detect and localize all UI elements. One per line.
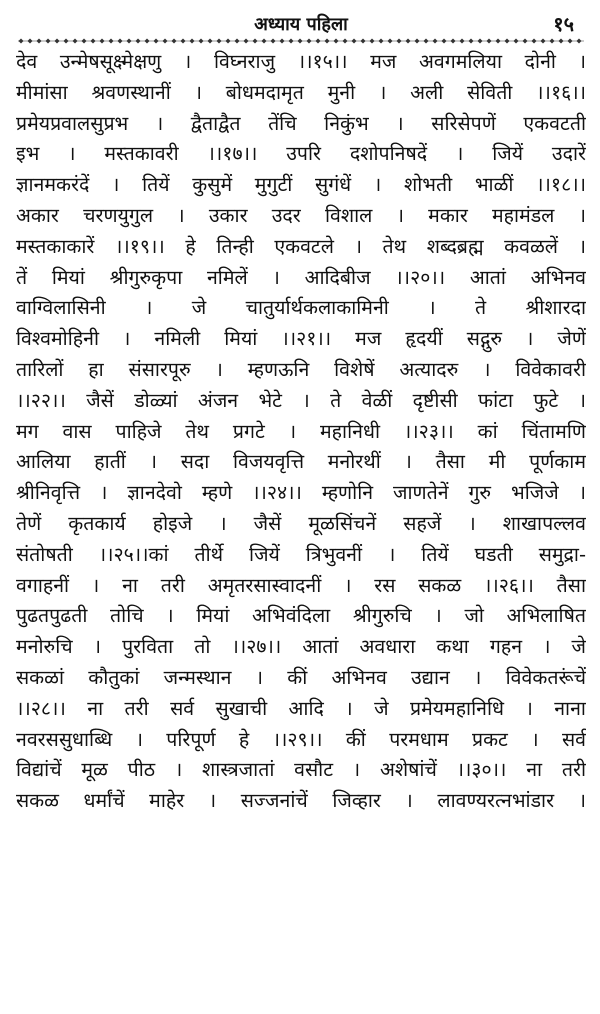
verse-line: संतोषती ।।२५।।कां तीर्थे जियें त्रिभुवनीं । तियें घडती समुद्रा-: [16, 542, 586, 566]
verse-line: इभ । मस्तकावरी ।।१७।। उपरि दशोपनिषदें । जियें उदारें: [16, 142, 586, 166]
verse-line: मनोरुचि । पुरविता तो ।।२७।। आतां अवधारा कथा गहन । जे: [16, 635, 586, 659]
verse-line: ज्ञानमकरंदें । तियें कुसुमें मुगुटीं सुगंधें । शोभती भाळीं ।।१८।।: [16, 173, 586, 197]
verse-line: तें मियां श्रीगुरुकृपा नमिलें । आदिबीज ।।२०।। आतां अभिनव: [16, 265, 586, 289]
verse-line: श्रीनिवृत्ति । ज्ञानदेवो म्हणे ।।२४।। म्हणोनि जाणतेनें गुरु भजिजे ।: [16, 481, 586, 505]
verse-line: मग वास पाहिजे तेथ प्रगटे । महानिधी ।।२३।। कां चिंतामणि: [16, 419, 586, 443]
verse-line: विश्वमोहिनी । नमिली मियां ।।२१।। मज हृदयीं सद्गुरु । जेणें: [16, 327, 586, 351]
page-number: १५: [553, 12, 574, 36]
verse-line: अकार चरणयुगुल । उकार उदर विशाल । मकार महामंडल ।: [16, 203, 586, 227]
verse-line: देव उन्मेषसूक्ष्मेक्षणु । विघ्नराजु ।।१५।। मज अवगमलिया दोनी ।: [16, 50, 586, 73]
verse-line: मस्तकाकारें ।।१९।। हे तिन्ही एकवटले । तेथ शब्दब्रह्म कवळलें ।: [16, 234, 586, 258]
verse-line: नवरससुधाब्धि । परिपूर्ण हे ।।२९।। कीं परमधाम प्रकट । सर्व: [16, 727, 586, 751]
chapter-title: अध्याय पहिला: [254, 14, 348, 35]
verse-line: आलिया हातीं । सदा विजयवृत्ति मनोरथीं । तैसा मी पूर्णकाम: [16, 450, 586, 474]
verse-line: सकळां कौतुकां जन्मस्थान । कीं अभिनव उद्यान । विवेकतरूंचें: [16, 665, 586, 689]
page-header: [16, 0, 586, 44]
verse-line: वगाहनीं । ना तरी अमृतरसास्वादनीं । रस सकळ ।।२६।। तैसा: [16, 573, 586, 597]
verse-line: पुढतपुढती तोचि । मियां अभिवंदिला श्रीगुरुचि । जो अभिलाषित: [16, 604, 586, 628]
verse-line: ।।२२।। जैसें डोळ्यां अंजन भेटे । ते वेळीं दृष्टीसी फांटा फुटे ।: [16, 388, 586, 412]
ornamental-divider: [18, 38, 584, 44]
verse-line: ।।२८।। ना तरी सर्व सुखाची आदि । जे प्रमेयमहानिधि । नाना: [16, 696, 586, 720]
verse-line: तारिलों हा संसारपूरु । म्हणऊनि विशेषें अत्यादरु । विवेकावरी: [16, 357, 586, 381]
verse-line: सकळ धर्मांचें माहेर । सज्जनांचें जिव्हार । लावण्यरत्नभांडार ।: [16, 789, 586, 813]
verse-line: मीमांसा श्रवणस्थानीं । बोधमदामृत मुनी । अली सेविती ।।१६।।: [16, 80, 586, 104]
verse-line: प्रमेयप्रवालसुप्रभ । द्वैताद्वैत तेंचि निकुंभ । सरिसेपणें एकवटती: [16, 111, 586, 135]
verse-text-body: [16, 47, 586, 817]
verse-line: वाग्विलासिनी । जे चातुर्यार्थकलाकामिनी । ते श्रीशारदा: [16, 296, 586, 320]
verse-line: विद्यांचें मूळ पीठ । शास्त्रजातां वसौट । अशेषांचें ।।३०।। ना तरी: [16, 758, 586, 782]
verse-line: तेणें कृतकार्य होइजे । जैसें मूळसिंचनें सहजें । शाखापल्लव: [16, 511, 586, 535]
